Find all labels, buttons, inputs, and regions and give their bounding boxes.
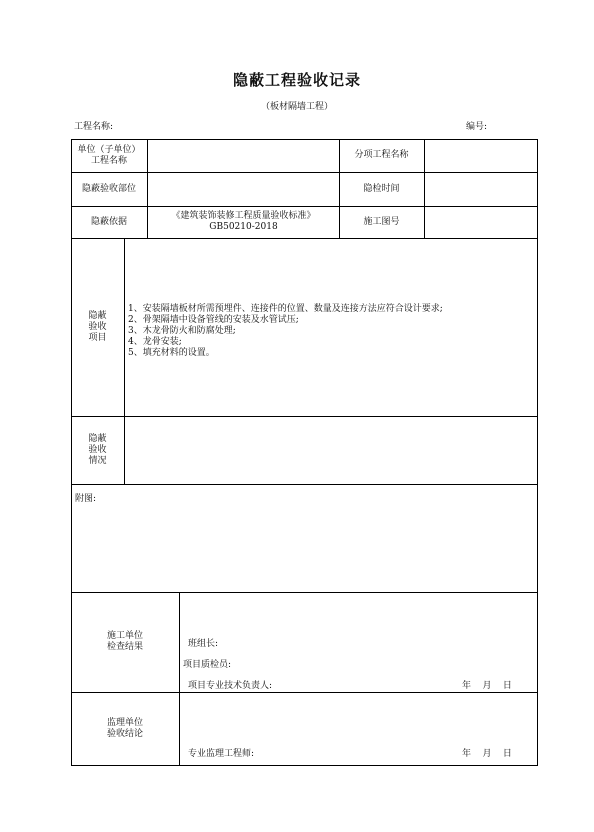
tech-lead-label: 项目专业技术负责人: — [188, 681, 273, 691]
team-leader-label: 班组长: — [188, 639, 219, 649]
page-subtitle: （板材隔墙工程） — [260, 102, 333, 112]
construction-date-label: 年 月 日 — [462, 681, 512, 691]
list-item: 3、木龙骨防火和防腐处理; — [128, 326, 236, 336]
row-divider — [71, 238, 538, 239]
sub-project-name-value[interactable] — [425, 139, 538, 172]
sub-project-name-label: 分项工程名称 — [354, 150, 409, 160]
inspection-time-label: 隐检时间 — [363, 183, 400, 194]
acceptance-items-label: 隐蔽 验收 项目 — [88, 310, 107, 343]
serial-number-label: 编号: — [466, 122, 488, 132]
supervision-date-label: 年 月 日 — [462, 749, 512, 759]
page-title: 隐蔽工程验收记录 — [232, 71, 361, 89]
construction-unit-label: 施工单位 检查结果 — [106, 631, 143, 652]
unit-name-value[interactable] — [148, 139, 339, 172]
acceptance-situation-value[interactable] — [125, 417, 538, 484]
basis-label: 隐蔽依据 — [90, 216, 127, 227]
attachment-label: 附图: — [75, 494, 97, 504]
hidden-part-value[interactable] — [148, 172, 339, 206]
list-item: 5、填充材料的设置。 — [128, 348, 215, 358]
list-item: 2、骨架隔墙中设备管线的安装及水管试压; — [128, 315, 299, 325]
acceptance-items-list — [128, 304, 443, 359]
drawing-number-label: 施工图号 — [363, 216, 400, 227]
hidden-part-label: 隐蔽验收部位 — [81, 183, 136, 194]
column-divider — [179, 592, 180, 766]
row-divider — [71, 484, 538, 485]
acceptance-situation-label: 隐蔽 验收 情况 — [88, 433, 107, 466]
unit-name-label: 单位（子单位） 工程名称 — [77, 144, 141, 166]
basis-value: 《建筑装饰装修工程质量验收标准》 GB50210-2018 — [171, 211, 316, 232]
project-name-label: 工程名称: — [74, 122, 114, 132]
list-item: 4、龙骨安装; — [128, 337, 182, 347]
supervision-unit-label: 监理单位 验收结论 — [106, 718, 143, 739]
quality-inspector-label: 项目质检员: — [183, 660, 232, 670]
drawing-number-value[interactable] — [425, 206, 538, 238]
supervising-engineer-label: 专业监理工程师: — [188, 749, 255, 759]
list-item: 1、安装隔墙板材所需预埋件、连接件的位置、数量及连接方法应符合设计要求; — [128, 304, 443, 314]
inspection-time-value[interactable] — [425, 172, 538, 206]
